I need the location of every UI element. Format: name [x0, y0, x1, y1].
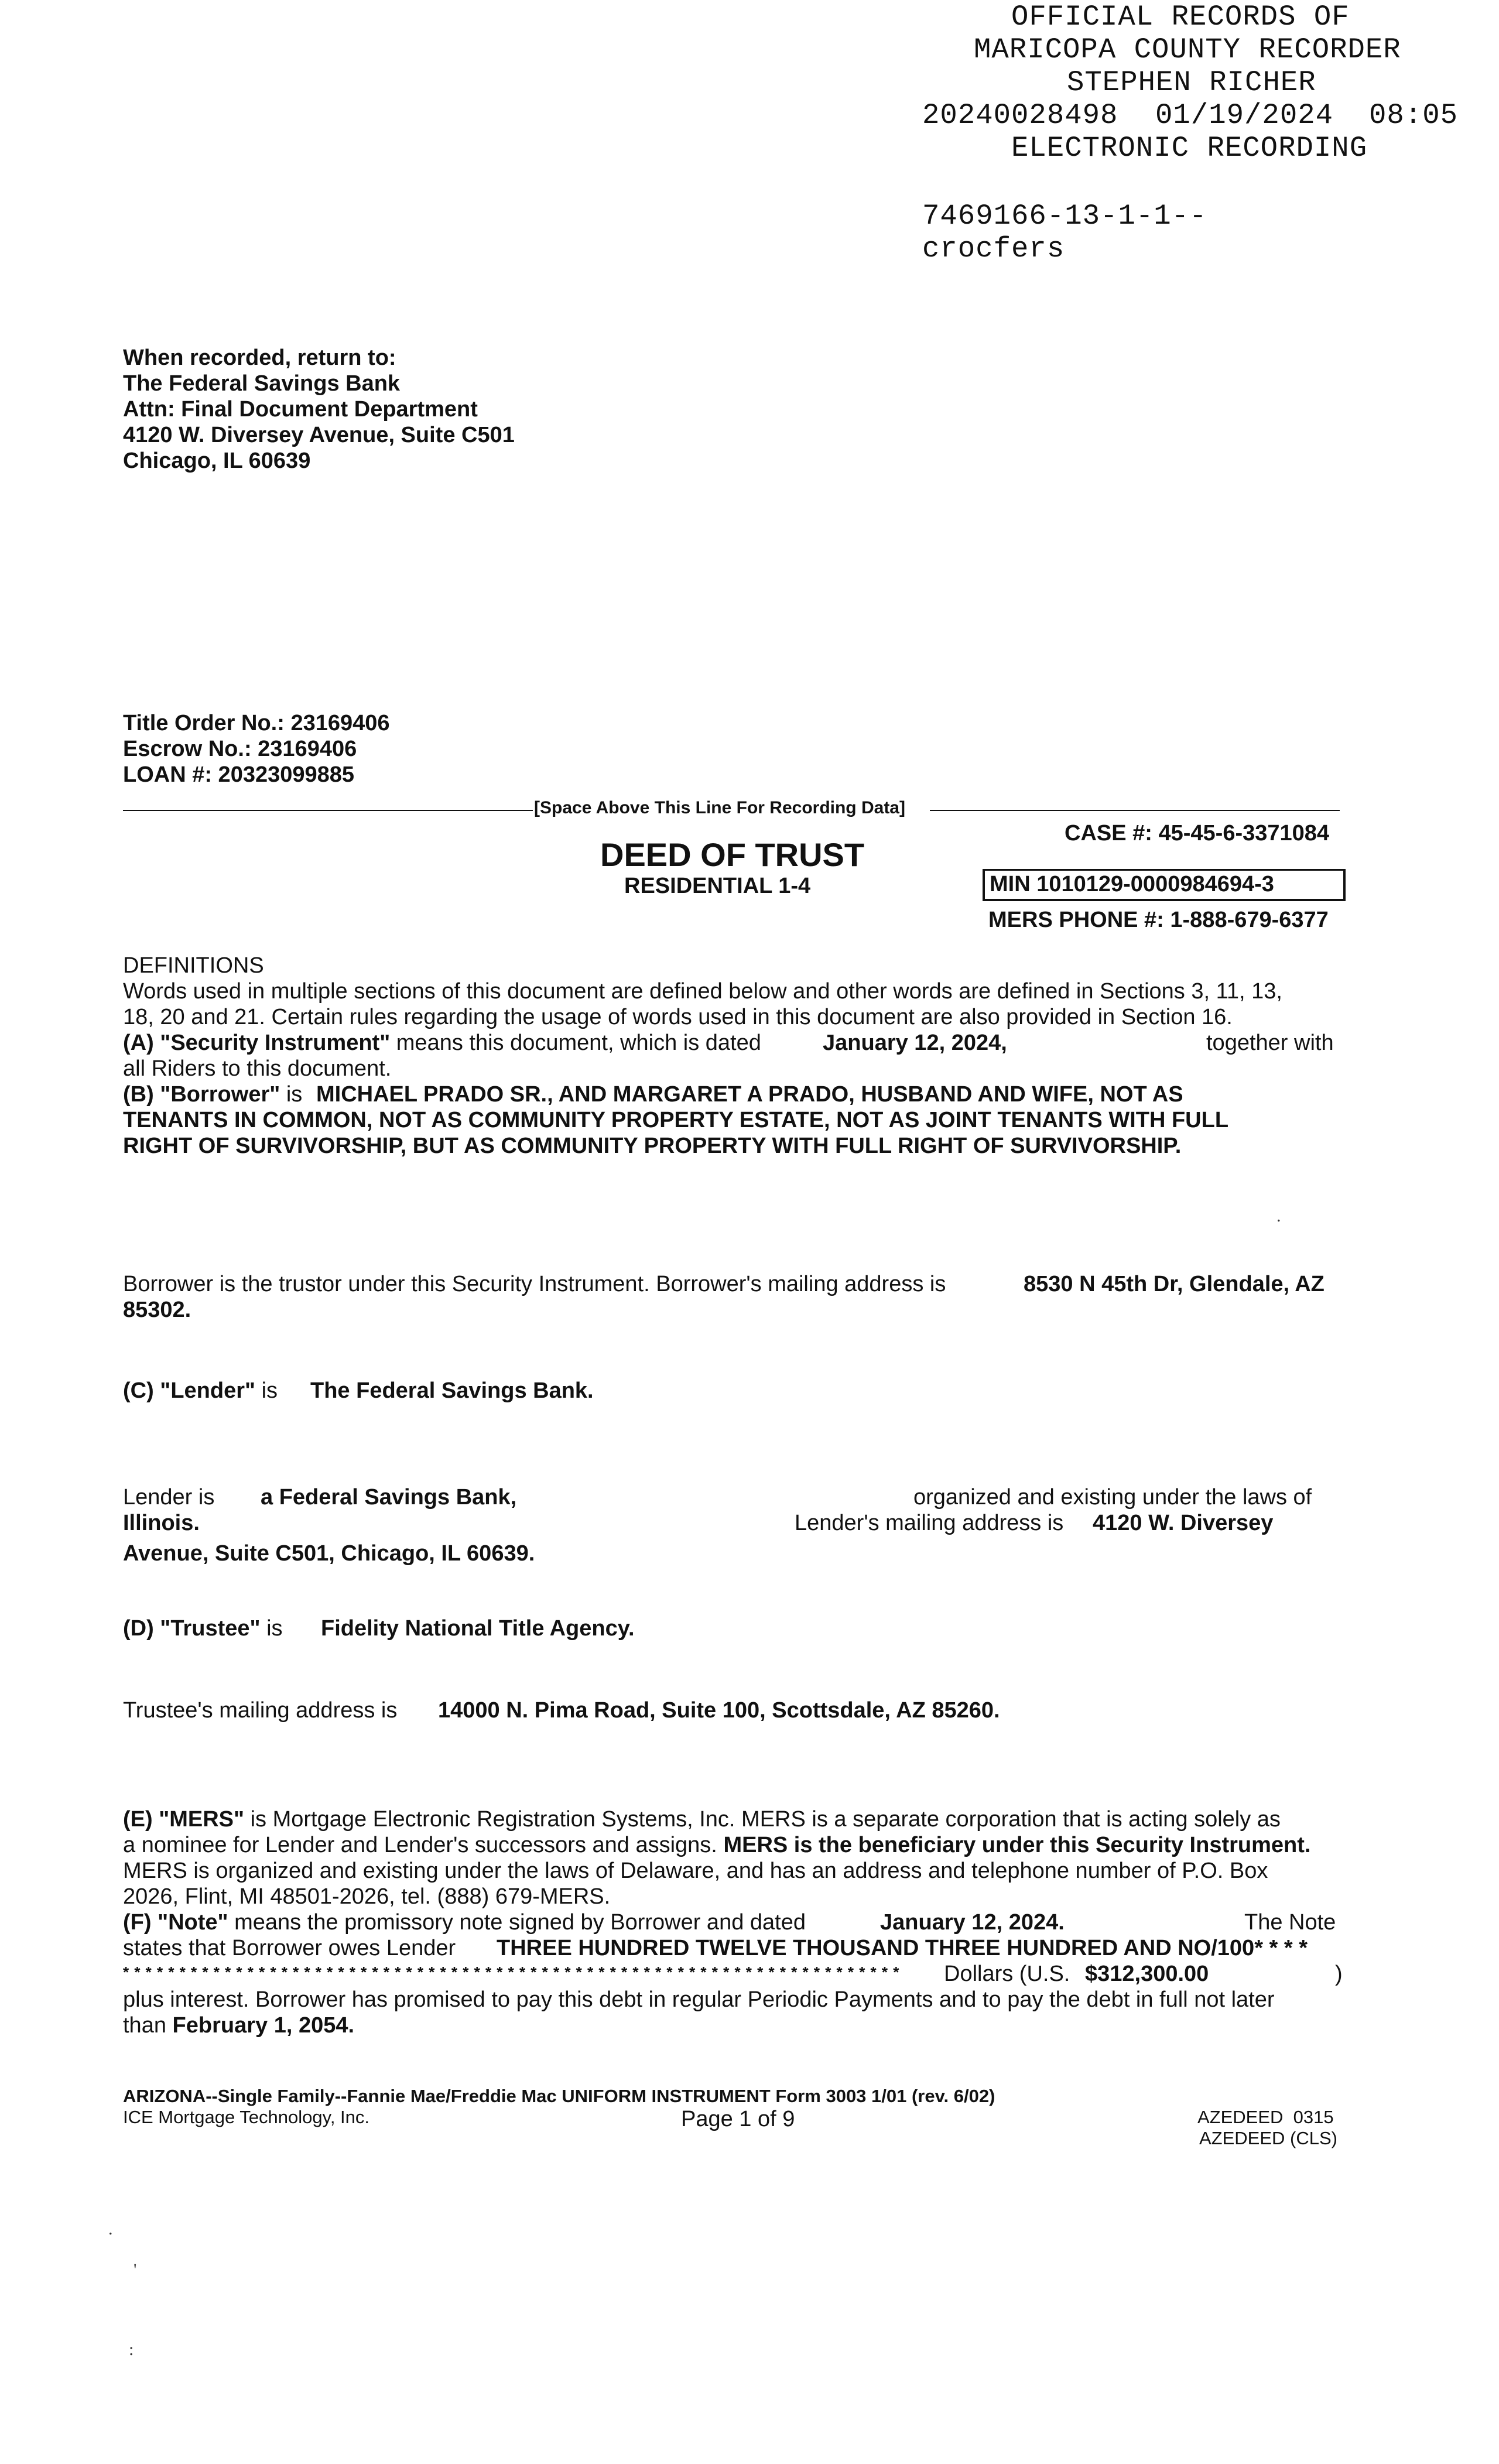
recorder-stamp-date: 01/19/2024: [1155, 99, 1334, 132]
definition-b-is: is: [280, 1082, 303, 1107]
loan-number: LOAN #: 20323099885: [123, 762, 355, 787]
definition-f-label: (F) "Note": [123, 1910, 228, 1935]
note-dollars-label: Dollars (U.S.: [944, 1962, 1070, 1986]
definition-f-text1: means the promissory note signed by Borrower and dated: [228, 1910, 806, 1935]
definitions-intro-line2: 18, 20 and 21. Certain rules regarding the usage of words used in this document are also provided in Section 16.: [123, 1005, 1233, 1029]
definition-e-text2a: a nominee for Lender and Lender's successors and assigns.: [123, 1833, 724, 1857]
definition-e-text1: is Mortgage Electronic Registration Systems, Inc. MERS is a separate corporation that is acting solely as: [244, 1807, 1281, 1832]
definition-d-label: (D) "Trustee": [123, 1616, 261, 1641]
escrow-number: Escrow No.: 23169406: [123, 737, 357, 761]
borrower-address-line2: 85302.: [123, 1298, 191, 1322]
recorder-stamp-county: MARICOPA COUNTY RECORDER: [974, 33, 1401, 66]
definition-b: [123, 1081, 302, 1108]
definition-d-is: is: [260, 1616, 283, 1641]
borrower-address-line1: 8530 N 45th Dr, Glendale, AZ: [1024, 1272, 1325, 1296]
footer-code2: AZEDEED (CLS): [1199, 2128, 1337, 2148]
definitions-heading: DEFINITIONS: [123, 953, 264, 978]
definition-a: [123, 1029, 761, 1056]
scan-speck-1: .: [108, 2219, 113, 2239]
lender-address-text: Lender's mailing address is: [795, 1511, 1064, 1535]
definition-e-line1: [123, 1806, 1281, 1833]
recording-space-label: [Space Above This Line For Recording Data]: [534, 798, 905, 817]
recorder-stamp-user-code: crocfers: [922, 232, 1065, 265]
return-to-city: Chicago, IL 60639: [123, 449, 311, 473]
definition-f-line1: [123, 1909, 806, 1936]
note-amount-stars: * * * * * * * * * * * * * * * * * * * * * * * * * * * * * * * * * * * * * * * * * * * * * * * * * * * * * * * * * * * * * * * * * * * * *: [123, 1963, 900, 1981]
security-instrument-date: January 12, 2024,: [823, 1031, 1007, 1055]
definition-f-line2-text: states that Borrower owes Lender: [123, 1936, 456, 1960]
recording-line-left: [123, 810, 533, 811]
definition-f-tail: The Note: [1244, 1910, 1336, 1935]
definition-e-line4: 2026, Flint, MI 48501-2026, tel. (888) 679-MERS.: [123, 1884, 611, 1909]
definition-e-line2: [123, 1832, 1310, 1859]
lender-type: a Federal Savings Bank,: [261, 1485, 517, 1510]
note-amount-words: THREE HUNDRED TWELVE THOUSAND THREE HUNDRED AND NO/100* * * *: [497, 1936, 1308, 1960]
return-to-name: The Federal Savings Bank: [123, 371, 401, 396]
note-maturity-date: February 1, 2054.: [172, 2013, 355, 2038]
footer-code1: AZEDEED 0315: [1197, 2107, 1334, 2127]
borrower-name-line3: RIGHT OF SURVIVORSHIP, BUT AS COMMUNITY PROPERTY WITH FULL RIGHT OF SURVIVORSHIP.: [123, 1134, 1182, 1158]
definition-b-label: (B) "Borrower": [123, 1082, 280, 1107]
lender-name: The Federal Savings Bank.: [310, 1378, 594, 1403]
recorder-stamp-record-number: 20240028498: [922, 99, 1118, 132]
lender-state: Illinois.: [123, 1511, 200, 1535]
borrower-name-line1: MICHAEL PRADO SR., AND MARGARET A PRADO, HUSBAND AND WIFE, NOT AS: [316, 1082, 1183, 1107]
borrower-name-line2: TENANTS IN COMMON, NOT AS COMMUNITY PROPERTY ESTATE, NOT AS JOINT TENANTS WITH FULL: [123, 1108, 1229, 1132]
min-number: MIN 1010129-0000984694-3: [990, 872, 1274, 896]
trustee-address: 14000 N. Pima Road, Suite 100, Scottsdale, AZ 85260.: [438, 1698, 1000, 1723]
mers-phone: MERS PHONE #: 1-888-679-6377: [988, 908, 1329, 932]
definition-e-line3: MERS is organized and existing under the laws of Delaware, and has an address and telephone number of P.O. Box: [123, 1859, 1268, 1883]
min-box: [983, 869, 1346, 901]
return-to-attn: Attn: Final Document Department: [123, 397, 478, 422]
return-to-street: 4120 W. Diversey Avenue, Suite C501: [123, 423, 515, 447]
note-amount-paren: ): [1335, 1962, 1343, 1986]
definition-e-label: (E) "MERS": [123, 1807, 245, 1832]
note-date: January 12, 2024.: [880, 1910, 1065, 1935]
footer-page-number: Page 1 of 9: [681, 2107, 795, 2131]
definition-d: [123, 1615, 283, 1642]
recorder-stamp-electronic: ELECTRONIC RECORDING: [1011, 132, 1368, 165]
definition-f-line4: plus interest. Borrower has promised to pay this debt in regular Periodic Payments and to pay the debt in full not later: [123, 1987, 1275, 2012]
document-title: DEED OF TRUST: [600, 836, 865, 873]
definition-c-is: is: [255, 1378, 278, 1403]
recorder-stamp-recorder-name: STEPHEN RICHER: [1067, 66, 1316, 99]
recorder-stamp-line1: OFFICIAL RECORDS OF: [1011, 1, 1350, 33]
footer-form-line: ARIZONA--Single Family--Fannie Mae/Freddie Mac UNIFORM INSTRUMENT Form 3003 1/01 (rev. 6/02): [123, 2086, 995, 2106]
case-number: CASE #: 45-45-6-3371084: [1065, 821, 1330, 846]
lender-is-label: Lender is: [123, 1485, 215, 1510]
recording-line-right: [930, 810, 1340, 811]
definition-f-line5: [123, 2012, 354, 2039]
lender-address-line2: Avenue, Suite C501, Chicago, IL 60639.: [123, 1541, 535, 1566]
definition-c-label: (C) "Lender": [123, 1378, 256, 1403]
trustee-address-text: Trustee's mailing address is: [123, 1698, 398, 1723]
trustee-name: Fidelity National Title Agency.: [321, 1616, 635, 1641]
definition-e-beneficiary: MERS is the beneficiary under this Security Instrument.: [723, 1833, 1311, 1857]
scan-speck-2: ': [134, 2260, 137, 2280]
title-order-number: Title Order No.: 23169406: [123, 711, 390, 735]
recorder-stamp-doc-code: 7469166-13-1-1--: [922, 200, 1207, 232]
recorder-stamp-time: 08:05: [1369, 99, 1459, 132]
scan-speck-3: :: [129, 2340, 134, 2359]
footer-company: ICE Mortgage Technology, Inc.: [123, 2107, 370, 2127]
lender-address-line1: 4120 W. Diversey: [1093, 1511, 1274, 1535]
stray-mark: .: [1276, 1206, 1281, 1226]
definition-c: [123, 1377, 278, 1404]
borrower-address-text: Borrower is the trustor under this Security Instrument. Borrower's mailing address is: [123, 1272, 946, 1296]
lender-organized-text: organized and existing under the laws of: [913, 1485, 1312, 1510]
return-to-heading: When recorded, return to:: [123, 345, 396, 370]
definition-a-tail: together with: [1206, 1031, 1334, 1055]
definition-a-label: (A) "Security Instrument": [123, 1031, 391, 1055]
definition-a-text: means this document, which is dated: [390, 1031, 761, 1055]
document-subtitle: RESIDENTIAL 1-4: [624, 874, 811, 898]
definitions-intro-line1: Words used in multiple sections of this document are defined below and other words are defined in Sections 3, 11, 13,: [123, 979, 1282, 1004]
note-amount: $312,300.00: [1085, 1962, 1209, 1986]
definition-f-than: than: [123, 2013, 166, 2038]
definition-a-line2: all Riders to this document.: [123, 1056, 392, 1081]
